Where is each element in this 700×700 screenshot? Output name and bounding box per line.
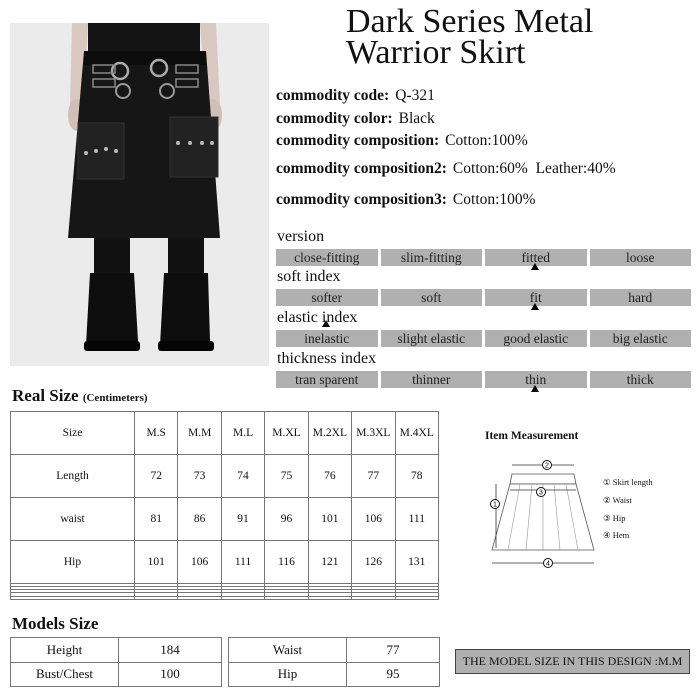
legend-number: ③ [603,513,611,523]
table-cell: 74 [221,454,264,497]
legend-label: Hem [612,530,630,540]
table-cell: waist [11,497,135,540]
marker-1-label: 1 [493,501,497,509]
product-title: Dark Series Metal Warrior Skirt [346,3,594,71]
thickness-option: thinner [381,371,483,388]
version-bar [276,249,691,266]
table-cell: Hip [11,540,135,583]
elastic-option: good elastic [485,330,587,347]
option-label: fitted [521,250,550,265]
marker-4-label: 4 [546,560,550,568]
spec-value: Cotton:60% Leather:40% [452,160,616,177]
table-cell: 101 [135,540,178,583]
thickness-index-title: thickness index [277,350,377,367]
table-cell: 106 [352,497,395,540]
real-size-title [12,386,148,406]
model-size-note: THE MODEL SIZE IN THIS DESIGN :M.M [455,649,690,674]
table-cell: 106 [178,540,221,583]
legend-number: ② [603,495,611,505]
version-option: loose [590,249,692,266]
table-cell: 76 [308,454,351,497]
skirt-measurement-diagram [482,452,604,577]
table-row [11,497,439,540]
legend-label: Hip [612,513,626,523]
option-label: fit [529,290,542,305]
spec-label: commodity composition: [276,132,440,149]
soft-option: hard [590,289,692,306]
table-cell: M.XL [265,412,308,455]
table-cell: 184 [119,638,222,663]
version-option: close-fitting [276,249,378,266]
table-cell: M.2XL [308,412,351,455]
table-cell: 126 [352,540,395,583]
legend-number: ④ [603,530,611,540]
table-header-row [11,412,439,455]
table-cell: 96 [265,497,308,540]
models-size-title: Models Size [12,614,99,633]
table-row [11,540,439,583]
table-row-empty [11,596,439,599]
version-option: slim-fitting [381,249,483,266]
legend-skirt-length [603,477,653,488]
table-cell: 111 [221,540,264,583]
soft-index-title: soft index [277,268,341,285]
spec-composition2 [276,160,616,178]
table-cell: 81 [135,497,178,540]
version-option-selected [485,249,587,266]
spec-value: Cotton:100% [452,191,536,208]
table-cell: 72 [135,454,178,497]
soft-index-bar [276,289,691,306]
table-cell: 101 [308,497,351,540]
legend-hip [603,513,626,524]
soft-option-selected [485,289,587,306]
table-row [11,454,439,497]
legend-waist [603,495,632,506]
table-cell: 75 [265,454,308,497]
table-cell: M.4XL [395,412,438,455]
table-cell: Hip [229,662,347,687]
table-cell: Length [11,454,135,497]
table-cell: 131 [395,540,438,583]
table-row [229,662,440,687]
selected-marker-icon [531,385,539,392]
table-cell: 95 [347,662,440,687]
real-size-table [10,411,439,600]
legend-label: Skirt length [612,477,653,487]
marker-3-label: 3 [539,489,543,497]
spec-label: commodity composition2: [276,160,447,177]
spec-composition3 [276,191,536,209]
legend-label: Waist [612,495,632,505]
elastic-option: big elastic [590,330,692,347]
elastic-option: slight elastic [381,330,483,347]
spec-value: Black [398,110,435,127]
models-table-left [10,637,222,687]
table-cell: 116 [265,540,308,583]
spec-label: commodity composition3: [276,191,447,208]
selected-marker-icon [531,303,539,310]
thickness-option-selected [485,371,587,388]
table-cell: Waist [229,638,347,663]
soft-option: soft [381,289,483,306]
table-cell: 100 [119,662,222,687]
table-cell: 77 [347,638,440,663]
table-row [11,638,222,663]
table-cell: Height [11,638,119,663]
spec-composition [276,132,528,150]
selected-marker-icon [531,263,539,270]
thickness-option: thick [590,371,692,388]
soft-option: softer [276,289,378,306]
thickness-option: tran sparent [276,371,378,388]
elastic-index-title: elastic index [277,309,358,326]
table-cell: 77 [352,454,395,497]
selected-marker-icon [322,320,330,327]
table-cell: M.M [178,412,221,455]
marker-2-label: 2 [545,462,549,470]
spec-value: Q-321 [395,87,435,104]
table-cell: 86 [178,497,221,540]
table-cell: M.L [221,412,264,455]
table-cell: Size [11,412,135,455]
legend-hem [603,530,629,541]
elastic-option-selected [276,330,378,347]
real-size-heading: Real Size [12,386,79,405]
table-cell: 111 [395,497,438,540]
table-cell: 121 [308,540,351,583]
legend-number: ① [603,477,611,487]
option-label: inelastic [304,331,350,346]
spec-color [276,110,435,128]
table-cell: M.3XL [352,412,395,455]
table-cell: 91 [221,497,264,540]
option-label: thin [525,372,547,387]
spec-label: commodity code: [276,87,390,104]
elastic-index-bar [276,330,691,347]
spec-label: commodity color: [276,110,393,127]
table-cell: M.S [135,412,178,455]
spec-value: Cotton:100% [445,132,528,149]
models-table-right [228,637,440,687]
table-row [229,638,440,663]
product-photo [10,23,269,366]
spec-code [276,87,435,105]
table-row [11,662,222,687]
table-cell: Bust/Chest [11,662,119,687]
real-size-unit: (Centimeters) [82,392,148,404]
table-cell: 78 [395,454,438,497]
version-title: version [277,228,325,245]
thickness-index-bar [276,371,691,388]
table-cell: 73 [178,454,221,497]
item-measurement-title: Item Measurement [485,430,579,442]
